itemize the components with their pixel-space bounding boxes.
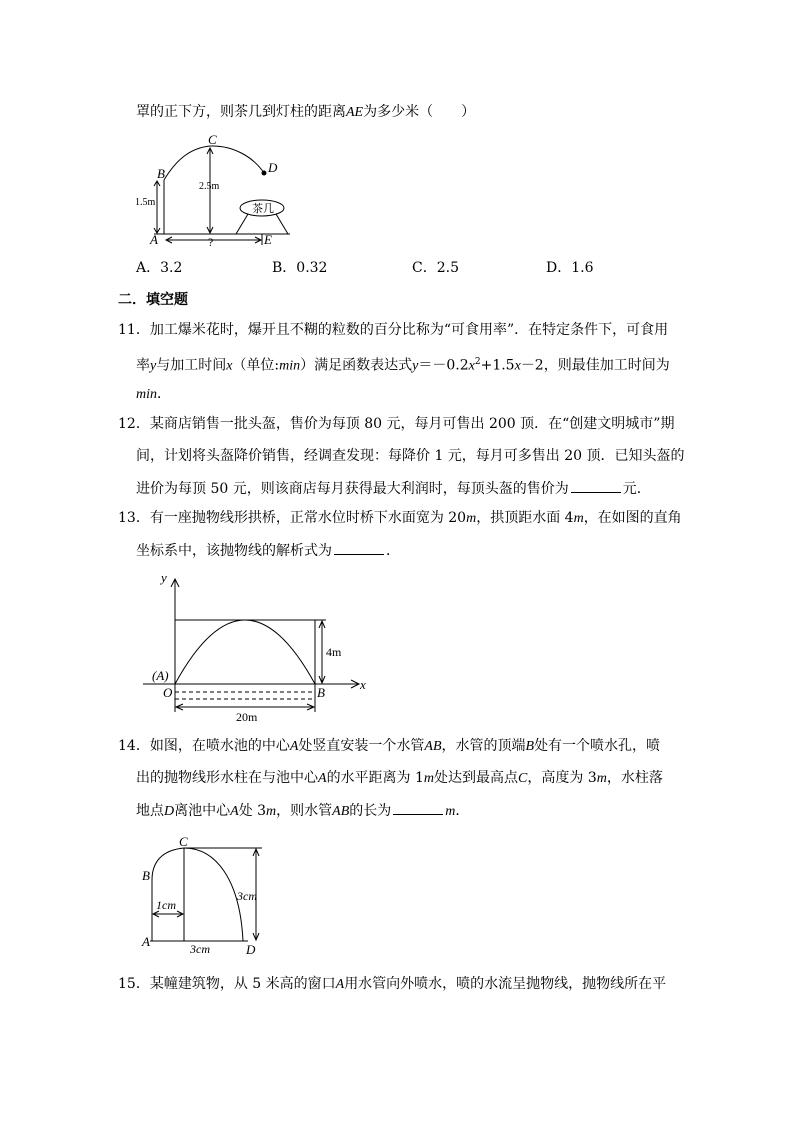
q10-text-b: 为多少米（ ） (363, 104, 476, 120)
q10-option-d: D．1.6 (546, 260, 594, 276)
q10-option-c: C．2.5 (412, 260, 459, 276)
q12-line2: 间，计划将头盔降价销售，经调查发现：每降价 1 元，每月可多售出 20 顶．已知头盔的 (136, 448, 685, 464)
q14-label-3cm-w: 3cm (190, 942, 210, 956)
q10-label-e: E (264, 232, 272, 247)
q13-label-a: (A) (152, 668, 169, 683)
q10-table-label: 茶几 (252, 203, 274, 215)
q15-line1: 15．某幢建筑物，从 5 米高的窗口A用水管向外喷水，喷的水流呈抛物线，抛物线所在平 (118, 976, 667, 992)
q12-line1: 12．某商店销售一批头盔，售价为每顶 80 元，每月可售出 200 顶．在“创建文明城市”期 (118, 416, 675, 432)
q13-label-width: 20m (236, 710, 258, 724)
q14-line1: 14．如图，在喷水池的中心A处竖直安装一个水管AB，水管的顶端B处有一个喷水孔，喷 (118, 738, 661, 754)
q13-label-height: 4m (326, 645, 342, 659)
q13-line2: 坐标系中，该抛物线的解析式为 ． (136, 540, 400, 561)
q14-water-curve (152, 848, 243, 941)
q13-line1: 13．有一座抛物线形拱桥，正常水位时桥下水面宽为 20m，拱顶距水面 4m，在如图的直角 (118, 510, 682, 526)
q14-label-c: C (179, 834, 188, 849)
q10-label-a: A (150, 232, 158, 247)
q10-label-c: C (208, 132, 217, 147)
q10-dim-15-label: 1.5m (135, 197, 156, 208)
q14-label-a: A (142, 934, 150, 949)
q11-line1: 11．加工爆米花时，爆开且不糊的粒数的百分比称为“可食用率”．在特定条件下，可食用 (118, 322, 669, 338)
q14-line2: 出的抛物线形水柱在与池中心A的水平距离为 1m处达到最高点C，高度为 3m，水柱落 (136, 770, 663, 786)
q10-text-a: 罩的正下方，则茶几到灯柱的距离 (136, 104, 346, 120)
q10-var-ae: AE (346, 105, 364, 120)
q13-label-b: B (317, 685, 325, 700)
q12-line3: 进价为每顶 50 元，则该商店每月获得最大利润时，每顶头盔的售价为 元． (136, 478, 651, 499)
q14-label-b: B (142, 868, 150, 883)
q10-label-b: B (157, 166, 165, 181)
q10-label-d: D (268, 160, 278, 175)
q10-option-b: B．0.32 (272, 260, 328, 276)
section-title: 二．填空题 (118, 292, 188, 308)
q14-label-d: D (246, 942, 256, 957)
q11-line3: min． (136, 386, 171, 402)
q13-label-y: y (161, 570, 167, 585)
q10-dim-25-label: 2.5m (199, 181, 220, 192)
q10-option-a: A．3.2 (136, 260, 183, 276)
q14-line3: 地点D离池中心A处 3m，则水管AB的长为 m． (136, 800, 469, 822)
q13-label-x: x (360, 677, 366, 692)
q13-label-o: O (163, 685, 173, 700)
q14-label-3cm-h: 3cm (237, 889, 257, 903)
q11-line2: 率y与加工时间x（单位:min）满足函数表达式$y=-0.2x^2+1.5x-2$，则最佳加工时间为 (136, 357, 670, 374)
q10-unknown: ? (208, 235, 214, 249)
q14-label-1cm: 1cm (156, 898, 176, 912)
